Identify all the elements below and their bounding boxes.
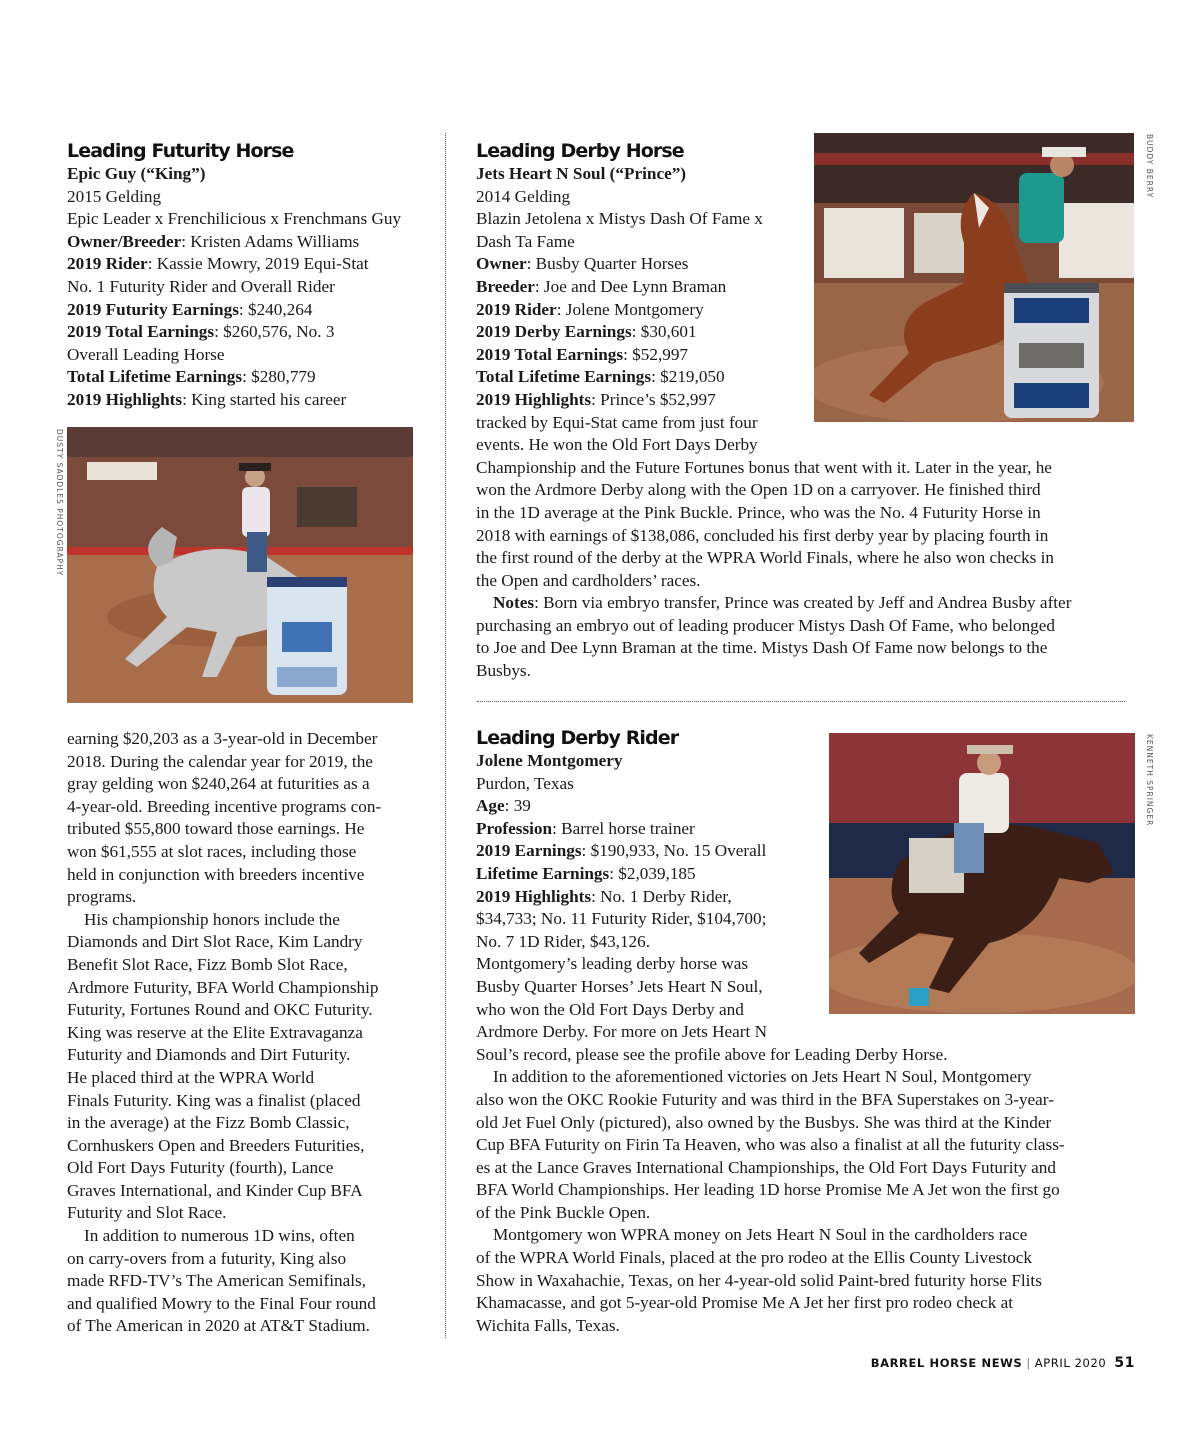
futurity-rider: : Kassie Mowry, 2019 Equi-Stat — [147, 254, 369, 274]
rider-body-line: also won the OKC Rookie Futurity and was third in the BFA Superstakes on 3-year- — [476, 1089, 1054, 1109]
column-divider — [445, 133, 446, 1338]
derby-horse-heading: Leading Derby Horse — [476, 140, 684, 162]
futurity-highlights: : King started his career — [182, 389, 347, 409]
derby-earnings-label: 2019 Derby Earnings — [476, 322, 632, 342]
derby-lifetime: : $219,050 — [651, 367, 725, 387]
page-footer — [871, 1355, 1135, 1371]
rider-age: : 39 — [504, 796, 531, 816]
rider-body-line: old Jet Fuel Only (pictured), also owned by the Busbys. She was third at the Kinder — [476, 1112, 1052, 1132]
futurity-body-line: Futurity and Diamonds and Dirt Futurity. — [67, 1045, 351, 1065]
futurity-body-line: earning $20,203 as a 3-year-old in December — [67, 729, 378, 748]
futurity-body-line: He placed third at the WPRA World — [67, 1067, 315, 1087]
rider-body-line: $34,733; No. 11 Futurity Rider, $104,700; — [476, 909, 767, 929]
rider-body-line: Show in Waxahachie, Texas, on her 4-year-old solid Paint-bred futurity horse Flits — [476, 1270, 1042, 1290]
futurity-body-line: of The American in 2020 at AT&T Stadium. — [67, 1316, 370, 1336]
futurity-body-line: gray gelding won $240,264 at futurities as a — [67, 774, 370, 794]
derby-body-line: in the 1D average at the Pink Buckle. Prince, who was the No. 4 Futurity Horse in — [476, 502, 1041, 522]
futurity-body-line: Diamonds and Dirt Slot Race, Kim Landry — [67, 932, 363, 952]
derby-total-label: 2019 Total Earnings — [476, 344, 624, 364]
derby-notes-label: Notes — [493, 593, 535, 613]
futurity-pedigree: Epic Leader x Frenchilicious x Frenchmans Guy — [67, 209, 402, 229]
derby-rider: : Jolene Montgomery — [556, 299, 704, 319]
rider-body-line: Montgomery won WPRA money on Jets Heart N Soul in the cardholders race — [493, 1225, 1028, 1245]
futurity-body-line: held in conjunction with breeders incentive — [67, 864, 365, 884]
futurity-body-line: Finals Futurity. King was a finalist (placed — [67, 1090, 361, 1110]
futurity-total: : $260,576, No. 3 — [214, 322, 335, 342]
rider-lifetime: : $2,039,185 — [609, 863, 696, 883]
derby-highlights-label: 2019 Highlights — [476, 389, 592, 409]
rider-body-line: Busby Quarter Horses’ Jets Heart N Soul, — [476, 976, 763, 996]
futurity-body-line: Futurity and Slot Race. — [67, 1203, 227, 1223]
futurity-body-line: and qualified Mowry to the Final Four round — [67, 1293, 376, 1313]
derby-notes-line: purchasing an embryo out of leading producer Mistys Dash Of Fame, who belonged — [476, 615, 1055, 635]
barrel-racing-gray-horse-image — [67, 427, 413, 703]
futurity-body-line: 2018. During the calendar year for 2019, the — [67, 751, 373, 771]
futurity-sex: 2015 Gelding — [67, 186, 162, 206]
rider-highlights: : No. 1 Derby Rider, — [591, 886, 732, 906]
magazine-name: BARREL HORSE NEWS — [870, 1356, 1023, 1370]
derby-notes: : Born via embryo transfer, Prince was created by Jeff and Andrea Busby after — [534, 593, 1072, 613]
futurity-horse-name: Epic Guy (“King”) — [67, 164, 206, 183]
rider-body-line: of the WPRA World Finals, placed at the pro rodeo at the Ellis County Livestock — [476, 1248, 1033, 1268]
derby-lifetime-label: Total Lifetime Earnings — [476, 367, 652, 387]
futurity-total-label: 2019 Total Earnings — [67, 322, 215, 342]
futurity-body-line: 4-year-old. Breeding incentive programs con- — [67, 796, 382, 816]
futurity-body-line: His championship honors include the — [84, 909, 340, 929]
derby-breeder: : Joe and Dee Lynn Braman — [534, 276, 727, 296]
futurity-body-line: Benefit Slot Race, Fizz Bomb Slot Race, — [67, 954, 348, 974]
futurity-body-line: in the average) at the Fizz Bomb Classic, — [67, 1113, 350, 1133]
derby-notes-line: to Joe and Dee Lynn Braman at the time. Mistys Dash Of Fame now belongs to the — [476, 638, 1048, 658]
futurity-photo-credit: DUSTY SADDLES PHOTOGRAPHY — [55, 429, 64, 577]
futurity-owner: : Kristen Adams Williams — [181, 231, 360, 251]
derby-horse-name: Jets Heart N Soul (“Prince”) — [476, 164, 687, 183]
futurity-owner-label: Owner/Breeder — [67, 231, 182, 251]
futurity-body-line: In addition to numerous 1D wins, often — [84, 1226, 355, 1246]
rider-body-line: Soul’s record, please see the profile above for Leading Derby Horse. — [476, 1044, 948, 1064]
rider-body-line: es at the Lance Graves International Championships, the Old Fort Days Futurity and — [476, 1157, 1056, 1177]
futurity-earnings-label: 2019 Futurity Earnings — [67, 299, 239, 319]
rider-profession: : Barrel horse trainer — [552, 818, 695, 838]
rider-body-wide — [476, 1044, 1136, 1338]
derby-earnings: : $30,601 — [631, 322, 697, 342]
derby-horse-photo-credit: BUDDY BERRY — [1145, 134, 1154, 199]
futurity-body-line: made RFD-TV’s The American Semifinals, — [67, 1271, 366, 1291]
derby-rider-hometown: Purdon, Texas — [476, 773, 574, 793]
futurity-highlights-label: 2019 Highlights — [67, 389, 183, 409]
rider-body-line: Montgomery’s leading derby horse was — [476, 954, 749, 974]
derby-body-line: events. He won the Old Fort Days Derby — [476, 435, 758, 455]
futurity-section — [67, 139, 437, 412]
derby-rider-photo-credit: KENNETH SPRINGER — [1145, 734, 1154, 827]
futurity-body-line: on carry-overs from a futurity, King also — [67, 1248, 347, 1268]
futurity-horse-photo — [67, 427, 413, 703]
barrel-racing-bay-horse-image — [829, 733, 1135, 1014]
rider-body-line: In addition to the aforementioned victories on Jets Heart N Soul, Montgomery — [493, 1067, 1032, 1087]
futurity-body-line: King was reserve at the Elite Extravaganza — [67, 1022, 363, 1042]
derby-rider-name: Jolene Montgomery — [476, 751, 623, 770]
rider-body-line: Cup BFA Futurity on Firin Ta Heaven, who was also a finalist at all the futurity class- — [476, 1135, 1065, 1155]
futurity-body-line: Futurity, Fortunes Round and OKC Futurity. — [67, 1000, 373, 1020]
derby-owner-label: Owner — [476, 254, 527, 274]
derby-highlights: : Prince’s $52,997 — [591, 389, 716, 409]
rider-body-line: who won the Old Fort Days Derby and — [476, 999, 744, 1019]
derby-body-line: tracked by Equi-Stat came from just four — [476, 412, 758, 432]
futurity-body — [67, 728, 437, 1338]
futurity-lifetime: : $280,779 — [242, 367, 316, 387]
derby-rider-label: 2019 Rider — [476, 299, 557, 319]
futurity-body-line: Cornhuskers Open and Breeders Futurities, — [67, 1135, 365, 1155]
futurity-heading: Leading Futurity Horse — [67, 140, 294, 162]
rider-body-line: No. 7 1D Rider, $43,126. — [476, 931, 651, 951]
futurity-earnings: : $240,264 — [238, 299, 313, 319]
issue-date: APRIL 2020 — [1034, 1356, 1107, 1370]
futurity-body-line: tributed $55,800 toward those earnings. He — [67, 819, 365, 839]
derby-owner: : Busby Quarter Horses — [526, 254, 689, 274]
rider-body-line: Khamacasse, and got 5-year-old Promise Me A Jet her first pro rodeo check at — [476, 1293, 1014, 1313]
derby-body-line: the Open and cardholders’ races. — [476, 570, 701, 590]
derby-total: : $52,997 — [623, 344, 689, 364]
futurity-body-line: Old Fort Days Futurity (fourth), Lance — [67, 1158, 334, 1178]
rider-profession-label: Profession — [476, 818, 553, 838]
futurity-total-cont: Overall Leading Horse — [67, 344, 225, 364]
derby-notes-line: Busbys. — [476, 661, 531, 681]
derby-horse-pedigree: Blazin Jetolena x Mistys Dash Of Fame x — [476, 209, 763, 229]
page-number: 51 — [1114, 1355, 1135, 1371]
futurity-body-line: Graves International, and Kinder Cup BFA — [67, 1180, 363, 1200]
rider-earnings: : $190,933, No. 15 Overall — [581, 841, 767, 861]
section-divider — [477, 701, 1125, 702]
derby-breeder-label: Breeder — [476, 276, 535, 296]
footer-separator: | — [1026, 1356, 1031, 1370]
derby-body-line: Championship and the Future Fortunes bonus that went with it. Later in the year, he — [476, 457, 1052, 477]
derby-horse-photo — [814, 133, 1134, 422]
rider-lifetime-label: Lifetime Earnings — [476, 863, 610, 883]
rider-age-label: Age — [476, 796, 505, 816]
futurity-rider-label: 2019 Rider — [67, 254, 148, 274]
rider-body-line: of the Pink Buckle Open. — [476, 1202, 651, 1222]
derby-rider-heading: Leading Derby Rider — [476, 727, 679, 749]
derby-horse-sex: 2014 Gelding — [476, 186, 571, 206]
derby-body-line: the first round of the derby at the WPRA World Finals, where he also won checks in — [476, 548, 1054, 568]
futurity-lifetime-label: Total Lifetime Earnings — [67, 367, 243, 387]
barrel-racing-sorrel-horse-image — [814, 133, 1134, 422]
rider-earnings-label: 2019 Earnings — [476, 841, 582, 861]
futurity-body-line: won $61,555 at slot races, including those — [67, 841, 357, 861]
derby-horse-pedigree-cont: Dash Ta Fame — [476, 231, 575, 251]
rider-body-line: Wichita Falls, Texas. — [476, 1315, 620, 1335]
derby-rider-photo — [829, 733, 1135, 1014]
rider-body-line: BFA World Championships. Her leading 1D horse Promise Me A Jet won the first go — [476, 1180, 1060, 1200]
derby-body-line: 2018 with earnings of $138,086, concluded his first derby year by placing fourth in — [476, 525, 1049, 545]
futurity-body-line: programs. — [67, 887, 137, 907]
rider-highlights-label: 2019 Highlights — [476, 886, 592, 906]
futurity-rider-cont: No. 1 Futurity Rider and Overall Rider — [67, 276, 335, 296]
derby-body-line: won the Ardmore Derby along with the Open 1D on a carryover. He finished third — [476, 480, 1041, 500]
futurity-body-line: Ardmore Futurity, BFA World Championship — [67, 977, 379, 997]
rider-body-line: Ardmore Derby. For more on Jets Heart N — [476, 1022, 767, 1042]
